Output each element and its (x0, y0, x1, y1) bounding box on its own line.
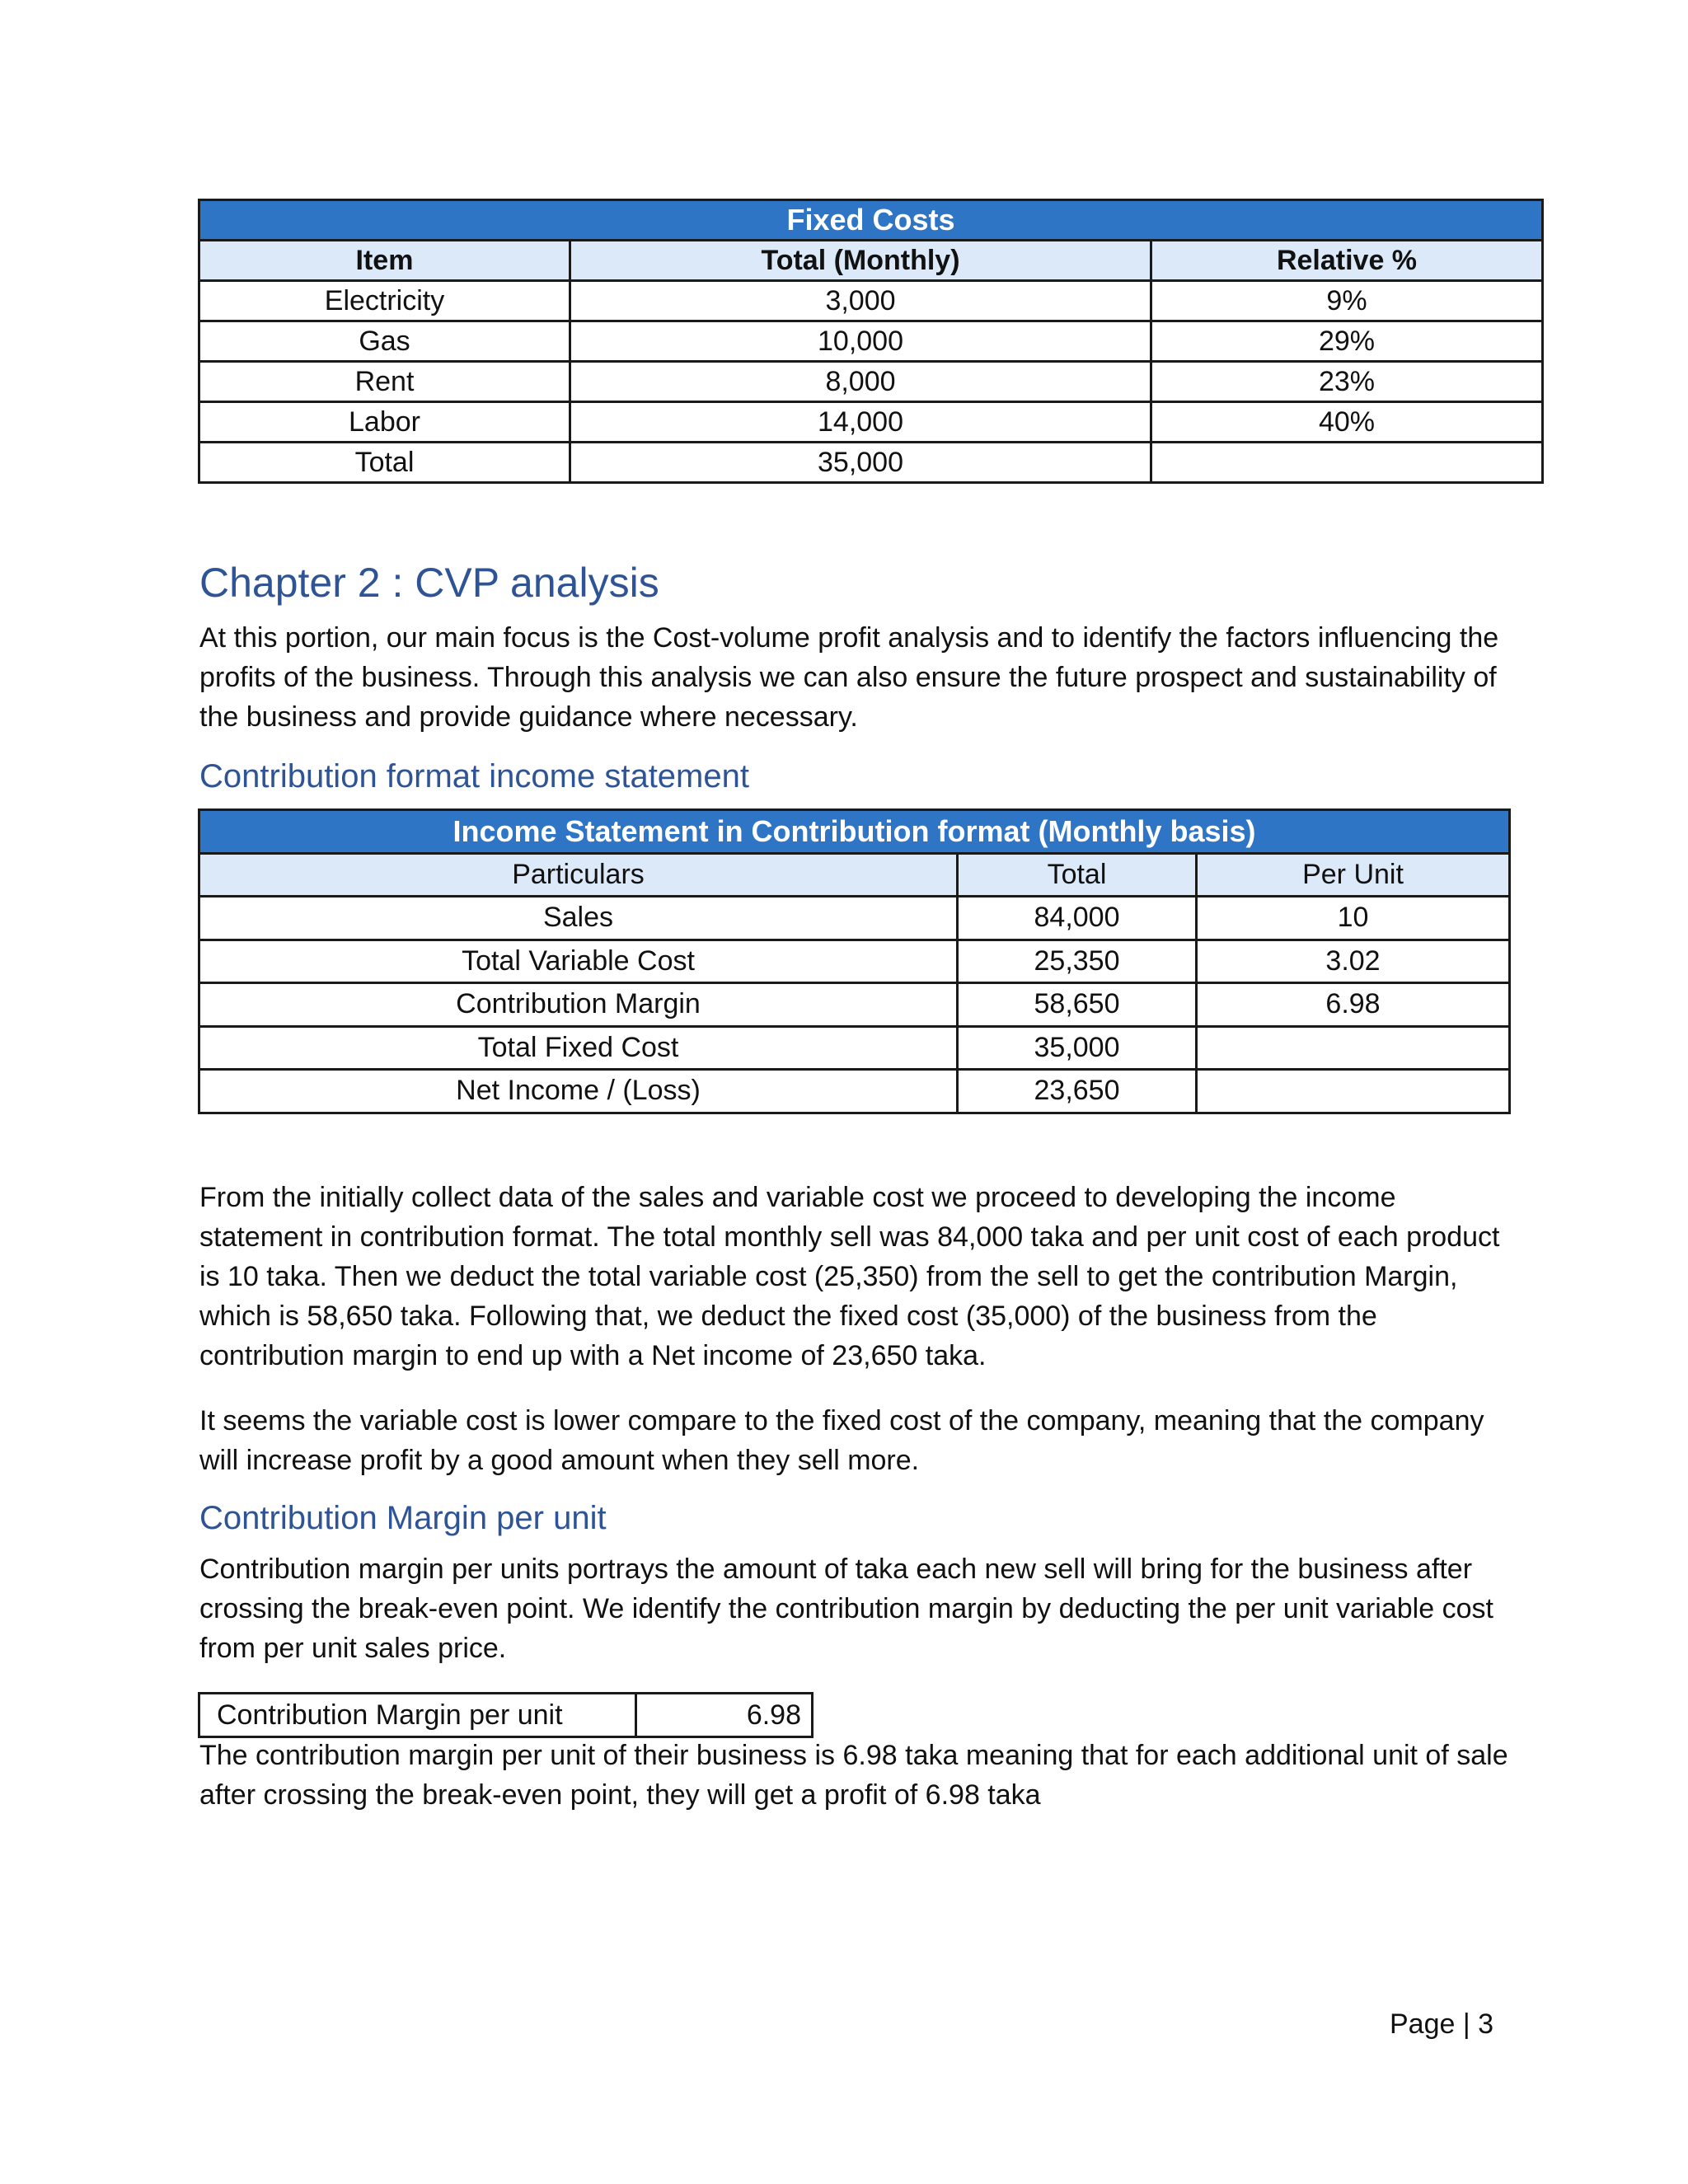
table-row (199, 443, 1543, 483)
column-header: Particulars (199, 853, 958, 897)
table-cell: Contribution Margin (199, 983, 958, 1027)
chapter-title: Chapter 2 : CVP analysis (199, 560, 659, 606)
variable-cost-paragraph: It seems the variable cost is lower compare to the fixed cost of the company, meaning that the company will increase profit by a good amount when they sell more. (199, 1405, 1484, 1476)
cm-conclusion-paragraph: The contribution margin per unit of their business is 6.98 taka meaning that for each additional unit of sale after crossing the break-even point, they will get a profit of 6.98 taka (199, 1740, 1508, 1811)
table-cell: Gas (199, 321, 570, 362)
column-header: Total (958, 853, 1197, 897)
table-cell: 58,650 (958, 983, 1197, 1027)
cm-per-unit-table (198, 1692, 814, 1738)
fixed-costs-table (198, 199, 1544, 484)
table-row (199, 1694, 813, 1737)
cm-per-unit-value: 6.98 (636, 1694, 813, 1737)
table-cell: 9% (1151, 281, 1543, 321)
table-cell: 6.98 (1197, 983, 1510, 1027)
table-row (199, 321, 1543, 362)
income-explanation-paragraph: From the initially collect data of the sales and variable cost we proceed to developing the income statement in contribution format. The total monthly sell was 84,000 taka and per unit cost of each product is 10 taka. Then we deduct the total variable cost (25,350) from the sell to get the contribution Margin, which is 58,650 taka. Following that, we deduct the fixed cost (35,000) of the business from the contribution margin to end up with a Net income of 23,650 taka. (199, 1182, 1500, 1371)
column-header: Per Unit (1197, 853, 1510, 897)
table-cell: 40% (1151, 402, 1543, 443)
table-row (199, 1026, 1510, 1070)
table-cell: Sales (199, 897, 958, 940)
table-cell: 3,000 (570, 281, 1151, 321)
section-heading-contribution-format: Contribution format income statement (199, 758, 749, 794)
cm-per-unit-label: Contribution Margin per unit (199, 1694, 636, 1737)
table-cell: 3.02 (1197, 940, 1510, 983)
table-row (199, 940, 1510, 983)
column-header: Relative % (1151, 241, 1543, 281)
table-title-row (199, 810, 1510, 854)
table-cell: Rent (199, 362, 570, 402)
table-cell: Net Income / (Loss) (199, 1070, 958, 1113)
page-number: Page | 3 (1390, 2008, 1494, 2040)
income-statement-table (198, 808, 1511, 1114)
table-cell (1197, 1026, 1510, 1070)
table-row (199, 1070, 1510, 1113)
table-cell: Total Variable Cost (199, 940, 958, 983)
table-cell: Labor (199, 402, 570, 443)
table-cell: 10,000 (570, 321, 1151, 362)
table-cell: 14,000 (570, 402, 1151, 443)
table-cell: 23,650 (958, 1070, 1197, 1113)
table-row (199, 281, 1543, 321)
column-header: Total (Monthly) (570, 241, 1151, 281)
income-statement-title: Income Statement in Contribution format (Monthly basis) (199, 810, 1510, 854)
table-cell: Total (199, 443, 570, 483)
table-cell: 29% (1151, 321, 1543, 362)
table-header-row (199, 853, 1510, 897)
table-cell (1197, 1070, 1510, 1113)
table-row (199, 362, 1543, 402)
intro-paragraph: At this portion, our main focus is the Cost-volume profit analysis and to identify the factors influencing the profits of the business. Through this analysis we can also ensure the future prospect and sustainability of the business and provide guidance where necessary. (199, 622, 1499, 733)
table-cell: 35,000 (958, 1026, 1197, 1070)
table-cell: Electricity (199, 281, 570, 321)
table-cell: 84,000 (958, 897, 1197, 940)
column-header: Item (199, 241, 570, 281)
section-heading-cm-per-unit: Contribution Margin per unit (199, 1500, 607, 1536)
table-row (199, 897, 1510, 940)
table-cell: 25,350 (958, 940, 1197, 983)
cm-definition-paragraph: Contribution margin per units portrays the amount of taka each new sell will bring for the business after crossing the break-even point. We identify the contribution margin by deducting the per unit variable cost from per unit sales price. (199, 1554, 1493, 1664)
table-cell: 8,000 (570, 362, 1151, 402)
fixed-costs-title: Fixed Costs (199, 200, 1543, 241)
table-cell: 35,000 (570, 443, 1151, 483)
table-title-row (199, 200, 1543, 241)
table-header-row (199, 241, 1543, 281)
table-cell: 10 (1197, 897, 1510, 940)
table-cell: Total Fixed Cost (199, 1026, 958, 1070)
table-row (199, 402, 1543, 443)
table-cell (1151, 443, 1543, 483)
table-cell: 23% (1151, 362, 1543, 402)
table-row (199, 983, 1510, 1027)
